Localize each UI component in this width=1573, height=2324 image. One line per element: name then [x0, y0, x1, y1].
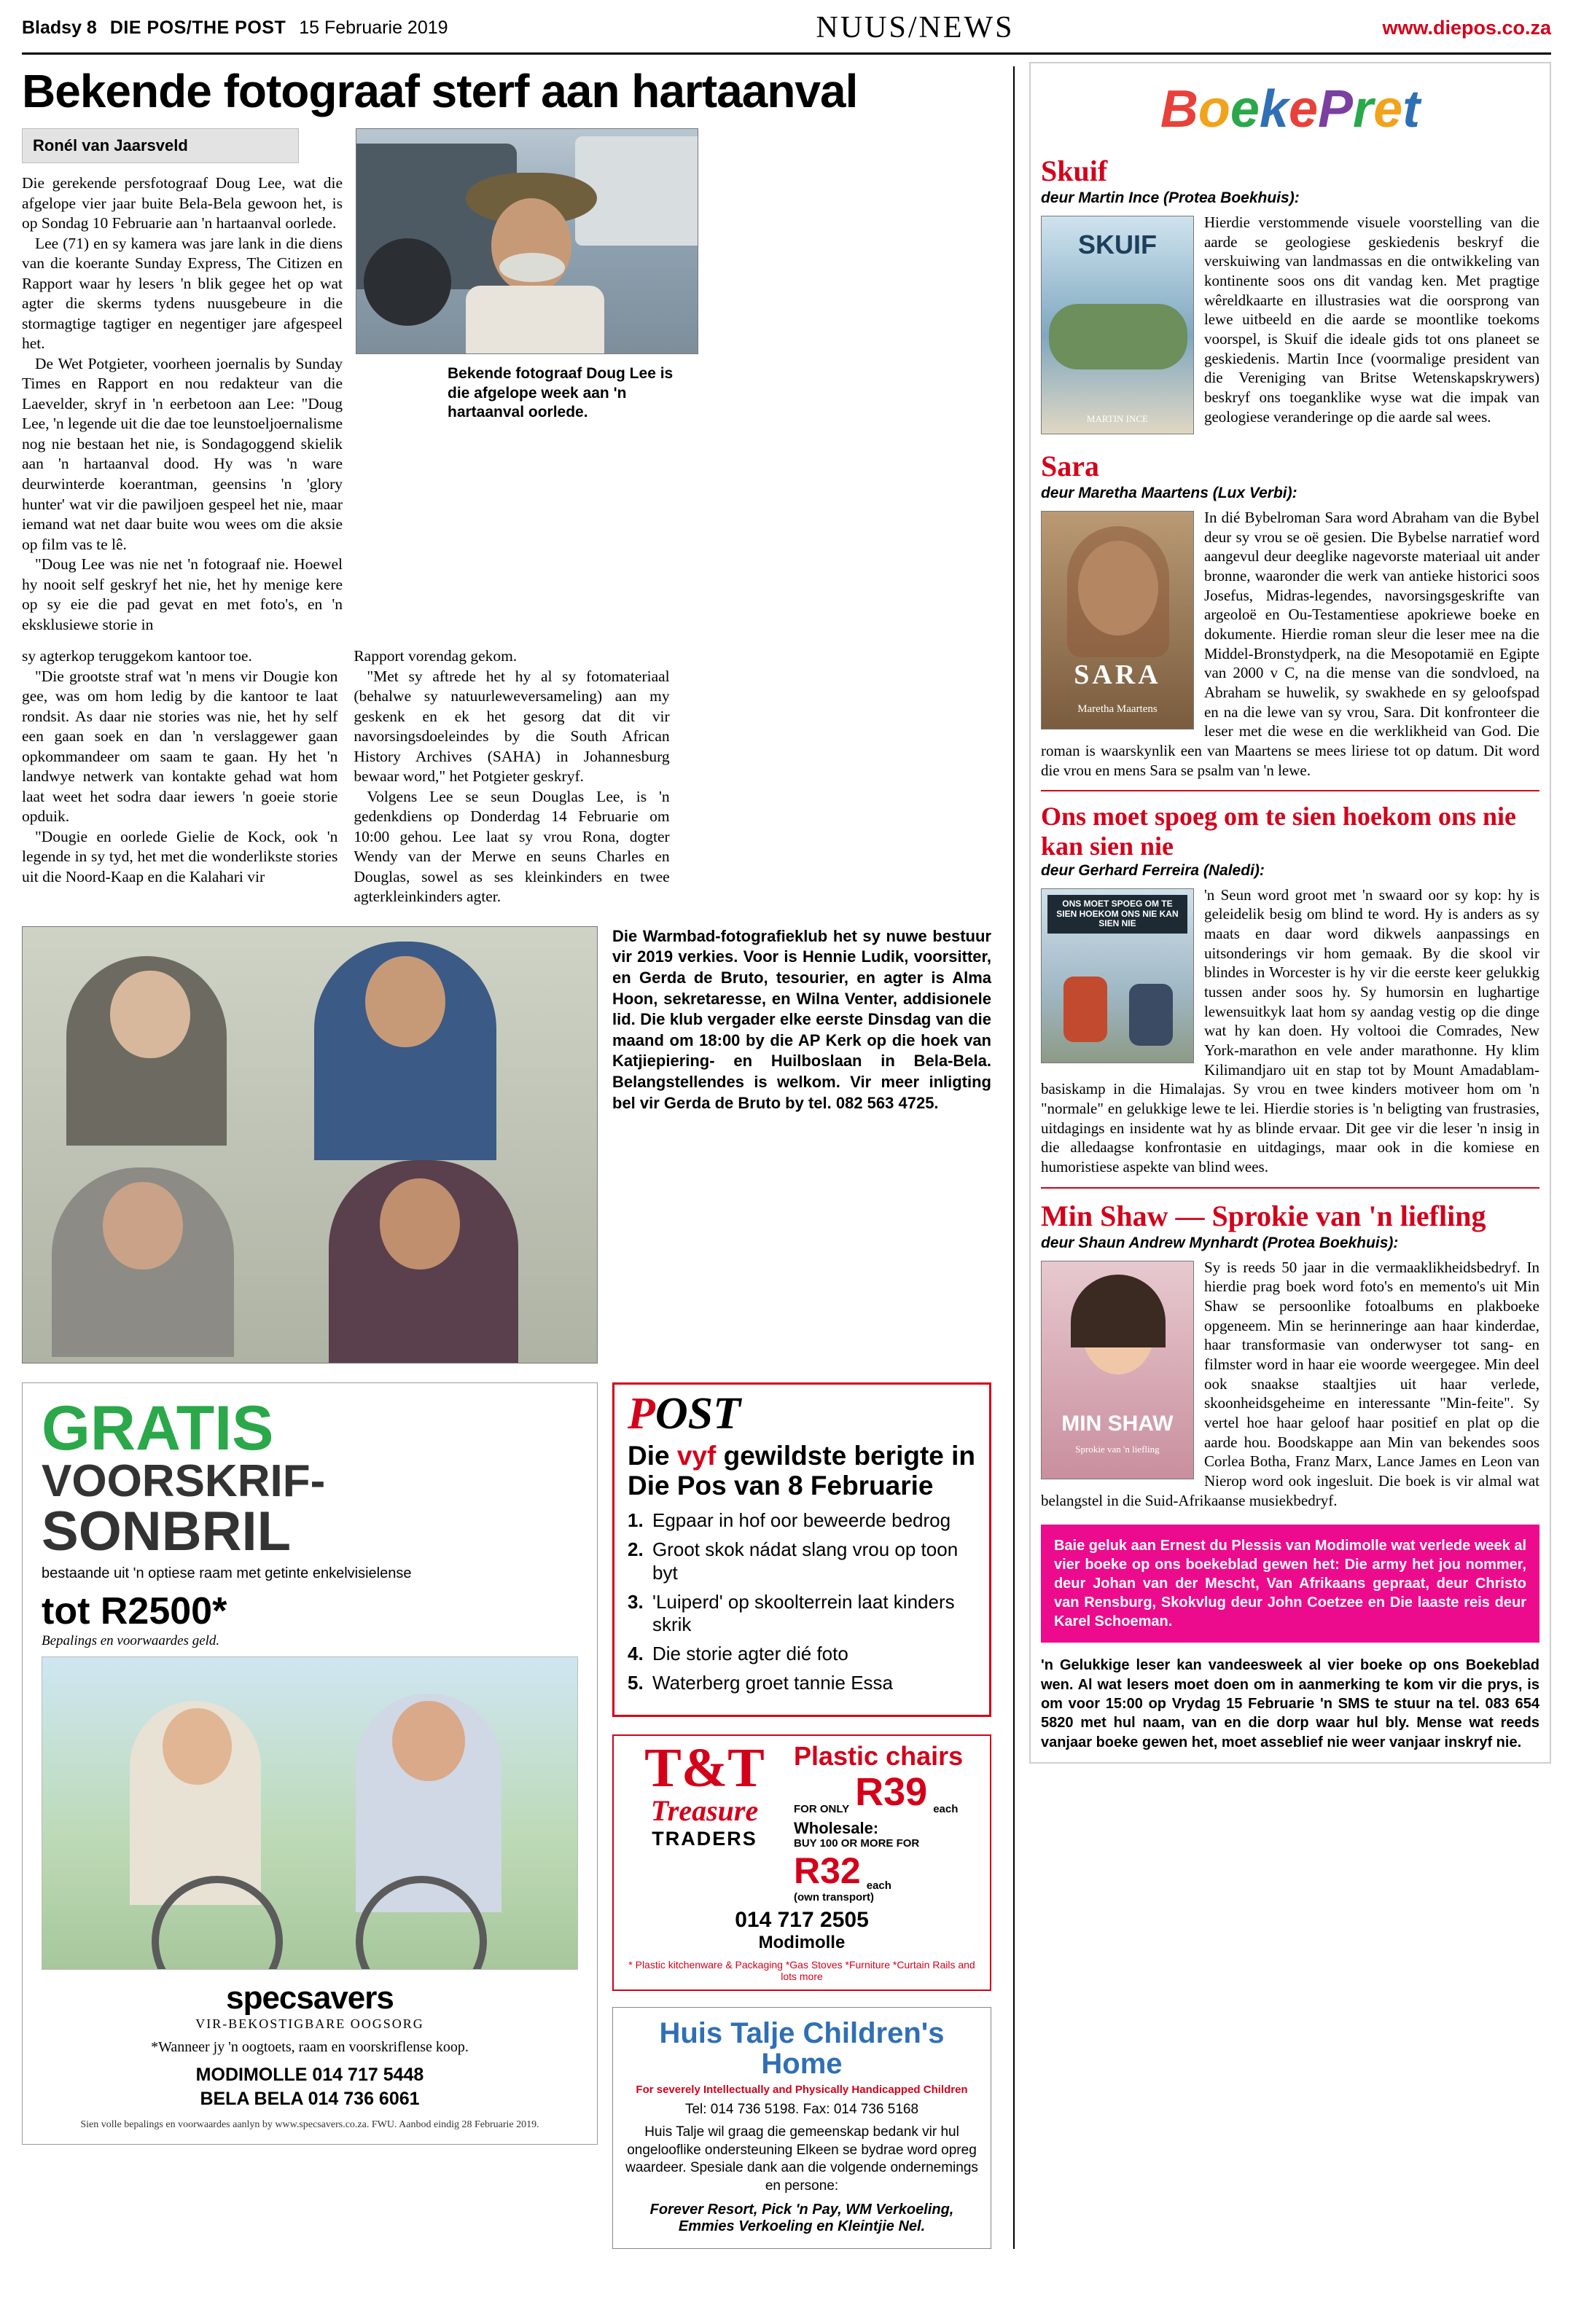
pos-post-box [612, 1382, 991, 1718]
section-divider [1041, 790, 1539, 791]
list-item: 5. Waterberg groet tannie Essa [628, 1671, 893, 1694]
list-item: 2. Groot skok nádat slang vrou op toon byt [628, 1538, 976, 1584]
ad-brand: specsavers [226, 1979, 394, 2016]
book-cover-min-shaw [1041, 1261, 1194, 1479]
ad-headline-3: SONBRIL [42, 1500, 291, 1562]
right-column [1025, 62, 1557, 2249]
book-title: Skuif [1040, 154, 1108, 187]
ad-price: tot R2500* [42, 1589, 227, 1632]
paragraph: Die gerekende persfotograaf Doug Lee, wat die afgelope vier jaar buite Bela-Bela gewoon het, is op Sondag 10 Februarie aan 'n hartaanval oorlede. [22, 174, 343, 232]
lead-column-2 [22, 646, 337, 907]
ad-wholesale-price: R32 [794, 1850, 861, 1892]
pos-post-logo [628, 1388, 976, 1439]
book-title: Sara [1040, 450, 1099, 482]
list-item: 3. 'Luiperd' op skoolterrein laat kinders skrik [628, 1591, 976, 1637]
ad-name-traders: TRADERS [652, 1827, 757, 1850]
ad-footer: * Plastic kitchenware & Packaging *Gas Stoves *Furniture *Curtain Rails and lots more [628, 1958, 975, 1982]
photo-caption: Bekende fotograaf Doug Lee is die afgelope week aan 'n hartaanval oorlede. [448, 365, 674, 420]
ad-terms: Bepalings en voorwaardes geld. [42, 1632, 220, 1648]
ad-for-only: FOR ONLY [794, 1802, 850, 1815]
ad-specsavers[interactable] [22, 1382, 598, 2145]
book-cover-title: SKUIF [1077, 230, 1157, 259]
boekepret-logo: BoekePret [1160, 80, 1421, 138]
book-title: Ons moet spoeg om te sien hoekom ons nie kan sien nie [1040, 802, 1516, 861]
book-cover-title: ONS MOET SPOEG OM TE SIEN HOEKOM ONS NIE KAN SIEN NIE [1047, 895, 1187, 934]
paragraph: "Doug Lee was nie net 'n fotograaf nie. Hoewel hy nooit self geskryf het nie, het hy menige kere op sy eie die pad gevat en met foto's, en 'n eksklusiewe storie in [22, 555, 343, 633]
list-item-label: Die storie agter dié foto [652, 1642, 848, 1664]
book-cover-title: SARA [1074, 660, 1161, 690]
photo-photography-club [22, 926, 598, 1364]
book-description: Hierdie verstommende visuele voorstelling van die aarde se geologiese geskiedenis beskryf die verskuiwing van landmassas en die ontwikkeling van kontinente soos ons dit vandag ken. Met pragtige wêreldkaarte en illustrasies wat die oorsprong van lewe uitbeeld en die aarde se moontlike toekoms voorspel, is Skuif die ideale gids tot ons planeet se geskiedenis. Martin Ince (voormalige president van die Vereniging van Britse Wetenskapskrywers) beskryf ons toeganklike wyse wat die impak van geologiese veranderinge op die aarde sal wees. [1203, 214, 1539, 426]
ad-title: Huis Talje Children's Home [659, 2016, 945, 2080]
lead-column-3 [354, 646, 669, 907]
book-description: Sy is reeds 50 jaar in die vermaaklikheidsbedryf. In hierdie prag boek word foto's en memento's uit Min Shaw se persoonlike fotoalbums en plakboeke opgeneem. Min se herinneringe aan haar kinderdae, haar transformasie van onderwyser tot sang- en filmster word in haar eie woorde weergegee. Min deel ook snaakse staaltjies uit haar verlede, skoonheidsgeheime en interessante "Min-feite". Sy vertel hoe haar geloof haar positief en plat op die aarde hou. Boodskappe aan Min van bekendes soos Corlea Botha, Franz Marx, Lance James en Leon van Nierop word ook ingesluit. Die boek is vir almal wat belangstel in die Suid-Afrikaanse musiekbedryf. [1040, 1258, 1539, 1509]
page-title: Bekende fotograaf sterf aan hartaanval [22, 65, 858, 117]
ad-store-belabela: BELA BELA 014 736 6061 [200, 2089, 420, 2110]
lead-photo-block [356, 128, 698, 635]
book-cover-author: Maretha Maartens [1077, 703, 1158, 715]
paragraph: sy agterkop teruggekom kantoor toe. [22, 647, 252, 665]
section-title: NUUS/NEWS [816, 11, 1015, 44]
book-cover-subtitle: Sprokie van 'n liefling [1075, 1443, 1160, 1455]
section-divider [1041, 1187, 1539, 1189]
list-item-label: Waterberg groet tannie Essa [652, 1671, 893, 1694]
ad-headline-1: GRATIS [42, 1393, 274, 1463]
list-item-label: Egpaar in hof oor beweerde bedrog [652, 1509, 951, 1532]
paragraph: Volgens Lee se seun Douglas Lee, is 'n gedenkdiens op Donderdag 14 Februarie om 10:00 gehou. Lee laat sy vrou Rona, dogter Wendy van der Merwe en seuns Charles en Douglas, sowel as ses kleinkinders en twee agterkleinkinders agter. [354, 787, 670, 906]
ad-subtitle: For severely Intellectually and Physically Handicapped Children [636, 2083, 968, 2096]
club-photo-caption: Die Warmbad-fotografieklub het sy nuwe bestuur vir 2019 verkies. Voor is Hennie Ludik, voorsitter, en Gerda de Bruto, tesourier, en agter is Alma Hoon, sekretaresse, en Wilna Venter, addisionele lid. Die klub vergader elke eerste Dinsdag van die maand om 18:00 by die AP Kerk op die hoek van Katjiepiering- en Huilboslaan in Bela-Bela. Belangstellendes is welkom. Vir meer inligting bel vir Gerda de Bruto by tel. 082 563 4725. [612, 926, 991, 1112]
ad-phone[interactable]: 014 717 2505 [735, 1907, 869, 1932]
ad-contact[interactable]: Tel: 014 736 5198. Fax: 014 736 5168 [684, 2101, 919, 2117]
ad-town: Modimolle [758, 1932, 846, 1952]
book-description: In dié Bybelroman Sara word Abraham van die Bybel deur sy vrou se oë gesien. Die Bybelse narratief word aangevul deur deeglike nagevorste materiaal uit ander bronne, waaronder die werk van antieke historici soos Josefus, Midras-legendes, navorsingsgeskrifte van argeoloë en Ou-Testamentiese apokriewe boeke en dokumente. Hierdie roman sleur die leser mee na die Middel-Bronstydperk, na die Mesopotamië en Egipte van 2000 v C, na die mense van die sondvloed, na Abraham se huwelik, sy swakhede en sy geloofspad en na die lewe van sy vrou, Sara. Dit konfronteer die leser met die wese en die werklikheid van God. Die roman is waarskynlik een van Maartens se mees liriese tot op datum. Dit word die vrou en mens Sara se psalm van 'n lewe. [1040, 509, 1539, 779]
ad-wholesale-each: each [866, 1879, 891, 1893]
left-column [16, 62, 1013, 2249]
title-highlight: vyf [676, 1440, 717, 1471]
paragraph: De Wet Potgieter, voorheen joernalis by Sunday Times en Rapport en nou redakteur van die Laevelder, skryf in 'n eerbetoon aan Lee: "Doug Lee, 'n legende uit die dae toe leunstoeljoernalisme nog nie bestaan het nie, is Sondagoggend skielik aan 'n hartaanval dood. Hy was 'n ware deurwinterde koerantman, geensins 'n 'glory hunter' wat vir die pawiljoen gespeel het nie, maar iemand wat net daar buite wou wees om die aksie op film vas te lê. [22, 354, 343, 553]
ad-wholesale-label: Wholesale: [794, 1819, 879, 1838]
book-cover-title: MIN SHAW [1061, 1411, 1174, 1436]
title-pre: Die [628, 1440, 677, 1471]
ad-footnote: *Wanneer jy 'n oogtoets, raam en voorskriflense koop. [151, 2038, 469, 2055]
logo-ost: OST [655, 1388, 741, 1439]
ad-store-modimolle: MODIMOLLE 014 717 5448 [195, 2064, 424, 2085]
ad-treasure-traders[interactable] [612, 1734, 991, 1991]
byline: Ronél van Jaarsveld [22, 128, 299, 163]
book-title: Min Shaw — Sprokie van 'n liefling [1040, 1199, 1486, 1232]
pos-post-title [628, 1441, 976, 1501]
book-author: deur Gerhard Ferreira (Naledi): [1040, 861, 1265, 879]
ad-wholesale-buy: BUY 100 OR MORE FOR [794, 1837, 920, 1850]
ad-huis-talje[interactable] [612, 2007, 991, 2249]
ad-body: Huis Talje wil graag die gemeenskap bedank vir hul ongelooflike ondersteuning Elkeen se bydrae word opreg waardeer. Spesiale dank aan die volgende ondernemings en persone: [625, 2124, 978, 2194]
photo-doug-lee [356, 128, 698, 354]
pos-post-list [628, 1509, 976, 1694]
book-cover-sara [1041, 511, 1194, 729]
ad-price: R39 [855, 1770, 928, 1815]
title-post: gewildste berigte in Die Pos van 8 Februarie [628, 1440, 976, 1501]
paragraph: Lee (71) en sy kamera was jare lank in die diens van die koerante Sunday Express, The Citizen en Rapport waar hy lesers 'n blik gegee het op wat agter die skerms tydens nuusgebeure in die stormagtige tagtiger en negentiger jare afgespeel het. [22, 234, 343, 353]
ad-logo: T&T [644, 1737, 765, 1799]
ad-product: Plastic chairs [794, 1741, 964, 1772]
ad-own-transport: (own transport) [794, 1891, 874, 1904]
ad-headline-2: VOORSKRIF- [42, 1455, 326, 1506]
ad-name-treasure: Treasure [650, 1793, 759, 1827]
logo-p: P [628, 1388, 655, 1439]
website-link[interactable]: www.diepos.co.za [1382, 16, 1551, 39]
paragraph: "Met sy aftrede het hy al sy fotomateriaal (behalwe sy natuurleweversameling) aan my geskenk en ek het gesorg dat dit vir navorsingsdoeleindes by die South African History Archives (SAHA) in Johannesburg bewaar word," het Potgieter geskryf. [354, 667, 670, 786]
ad-photo-cyclists [42, 1656, 578, 1970]
ad-each: each [933, 1802, 959, 1815]
list-item: 1. Egpaar in hof oor beweerde bedrog [628, 1509, 951, 1532]
page-label: Bladsy 8 [22, 17, 97, 38]
list-item-label: 'Luiperd' op skoolterrein laat kinders skrik [652, 1590, 955, 1636]
issue-date: 15 Februarie 2019 [299, 17, 448, 38]
book-cover-ons-moet-spoeg [1041, 888, 1194, 1063]
paper-name: DIE POS/THE POST [109, 17, 286, 38]
ad-subtext: bestaande uit 'n optiese raam met getinte enkelvisielense [42, 1565, 412, 1581]
book-author: deur Shaun Andrew Mynhardt (Protea Boekhuis): [1040, 1234, 1399, 1251]
lead-column-1 [22, 128, 343, 635]
list-item-label: Groot skok nádat slang vrou op toon byt [652, 1538, 959, 1584]
boekepret-section [1029, 62, 1551, 1764]
ad-legal: Sien volle bepalings en voorwaardes aanlyn by www.specsavers.co.za. FWU. Aanbod eindig 28 Februarie 2019. [80, 2119, 539, 2131]
book-cover-author: MARTIN INCE [1086, 413, 1148, 424]
paragraph: "Die grootste straf wat 'n mens vir Dougie kon gee, was om hom ledig by die kantoor te laat rondsit. As daar nie stories was nie, het hy self een gaan soek en dan 'n verslaggewer gaan opkommandeer om saam te gaan. Hy het 'n landwye netwerk van kontakte gehad wat hom laat weet het sodra daar iewers 'n goeie storie opduik. [22, 667, 338, 826]
competition-rules: 'n Gelukkige leser kan vandeesweek al vier boeke op ons Boekeblad wen. Al wat lesers moet doen om in aanmerking te kom vir die prys, is om voor 15:00 op Vrydag 15 Februarie 'n SMS te stuur na tel. 083 654 5820 met hul naam, van en die dorp waar hul bly. Mense wat reeds vanjaar boeke gewen het, moet asseblief nie weer vanjaar inskryf nie. [1040, 1657, 1539, 1750]
winner-announcement: Baie geluk aan Ernest du Plessis van Modimolle wat verlede week al vier boeke op ons boekeblad gewen het: Die army het jou nommer, deur Johan van der Mescht, Van Afrikaans gepraat, deur Christo van Rensburg, Skokvlug deur John Coetzee en Die laaste reis deur Karel Schoeman. [1041, 1525, 1539, 1643]
book-description: 'n Seun word groot met 'n swaard oor sy kop: hy is geleidelik besig om blind te word. Hy is anders as sy maats en daar word dikwels aanpassings en uitsonderings vir hom gemaak. By die skool vir blindes in Worcester is hy vir die eerste keer gelukkig tussen ander soos hy. Sy humorsin en lughartige lewensuitkyk laat hom sy aandag vestig op die dinge wat hy kan doen. Hy voltooi die Comrades, New York-marathon en vele ander marathonne. Hy klim Kilimandjaro uit en stap tot by Mount Amadablam-basiskamp in die Himalajas. Sy vrou en twee kinders motiveer hom om 'n "normale" en gelukkige lewe te lei. Hierdie stories is 'n beligting van frustrasies, uitdagings en insidente wat hy as blinde ervaar. Dit gee vir die leser 'n insig in die alledaagse konfrontasie en uitdagings, maar ook in die komiese en humoristiese aspekte van blind wees. [1040, 885, 1539, 1175]
book-author: deur Maretha Maartens (Lux Verbi): [1040, 485, 1297, 501]
list-item: 4. Die storie agter dié foto [628, 1642, 848, 1664]
book-cover-skuif [1041, 216, 1194, 434]
paragraph: Rapport vorendag gekom. [354, 647, 518, 665]
book-author: deur Martin Ince (Protea Boekhuis): [1040, 189, 1300, 206]
ad-sponsors: Forever Resort, Pick 'n Pay, WM Verkoeling, Emmies Verkoeling en Kleintjie Nel. [649, 2201, 954, 2234]
ad-brand-sub: VIR-BEKOSTIGBARE OOGSORG [195, 2016, 424, 2031]
column-divider [1013, 66, 1015, 2249]
masthead [16, 0, 1557, 52]
paragraph: "Dougie en oorlede Gielie de Kock, ook 'n legende in sy tyd, het met die wonderlikste stories uit die Noord-Kaap en die Kalahari vir [22, 827, 338, 885]
